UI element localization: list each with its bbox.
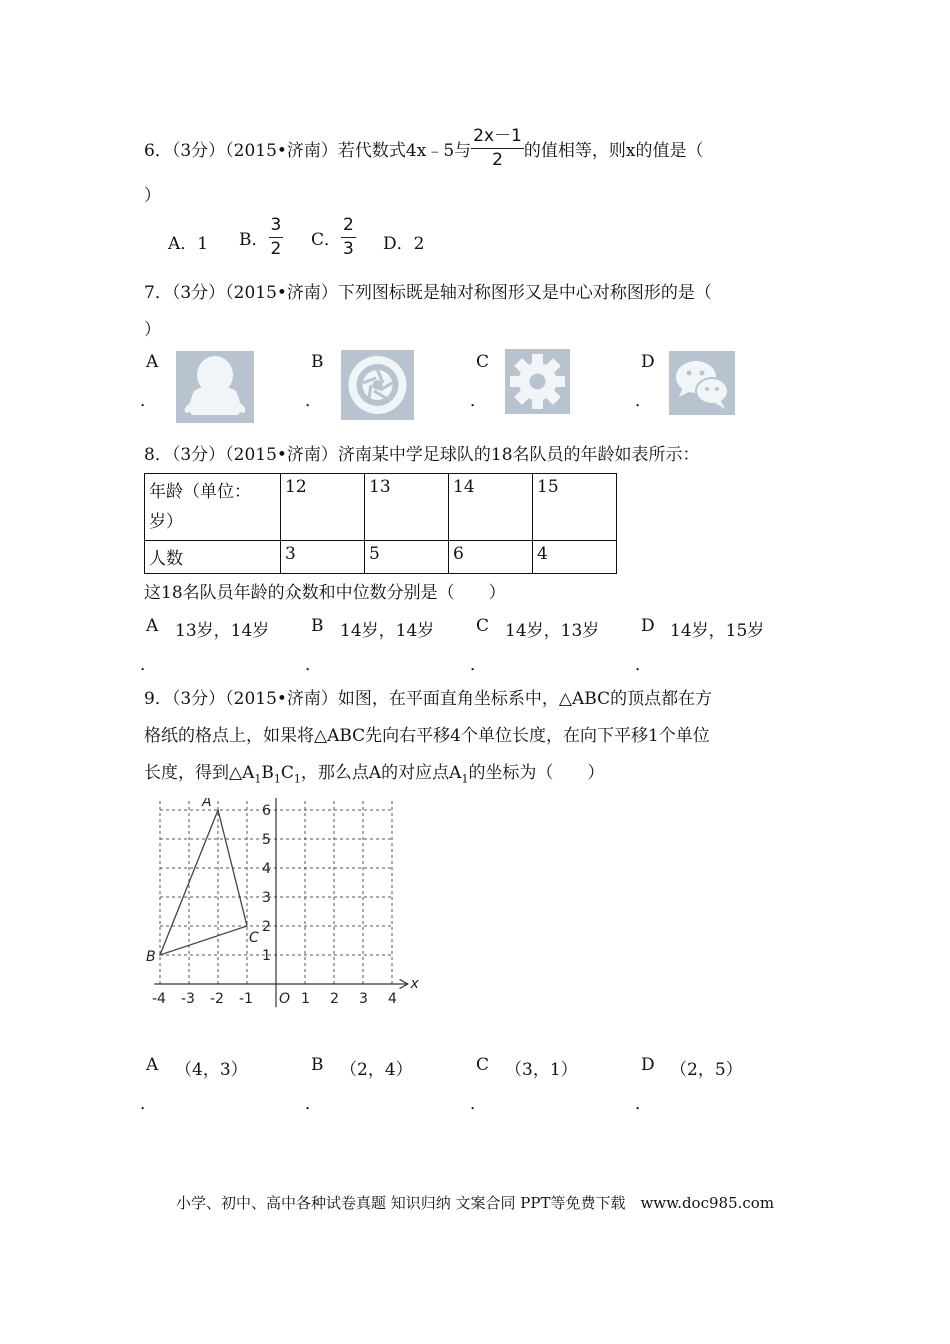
q8-option-c-dot: ．	[470, 655, 487, 675]
q7-option-d-letter: D	[641, 352, 655, 372]
q6-fraction	[471, 128, 524, 169]
q9-option-a-text: （4，3）	[175, 1060, 248, 1080]
q7-option-b-dot: ．	[305, 391, 322, 411]
q9-option-b-letter: B	[311, 1055, 324, 1075]
point-b-label: B	[146, 949, 156, 965]
camera-shutter-icon	[341, 350, 414, 420]
q6-option-c-label: C．	[311, 230, 342, 250]
x-tick-label: -3	[181, 991, 195, 1007]
q7-option-c-letter: C	[476, 352, 490, 372]
q7-stem: 7．（3分）（2015•济南）下列图标既是轴对称图形又是中心对称图形的是（	[144, 283, 712, 303]
q6-stem	[144, 126, 704, 170]
q7-option-b-letter: B	[311, 352, 324, 372]
q7-option-c-dot: ．	[470, 391, 487, 411]
q9-line3-part5: 的坐标为（ ）	[468, 763, 605, 783]
x-tick-label: -4	[152, 991, 166, 1007]
q9-sub-a1-2: 1	[461, 772, 469, 786]
q8-age-table	[144, 473, 617, 574]
q9-option-b-text: （2，4）	[340, 1060, 413, 1080]
x-axis-label: x	[410, 976, 419, 992]
q6-stem-part2: 的值相等，则x的值是（	[523, 141, 704, 161]
q8-age-cell: 12	[281, 474, 365, 541]
q9-stem-line1: 9．（3分）（2015•济南）如图，在平面直角坐标系中，△ABC的顶点都在方	[144, 689, 713, 709]
triangle-abc	[160, 810, 247, 955]
q8-option-b-text: 14岁，14岁	[340, 621, 435, 641]
q9-sub-b1: 1	[273, 772, 281, 786]
q9-stem-line2: 格纸的格点上，如果将△ABC先向右平移4个单位长度，在向下平移1个单位	[144, 726, 710, 746]
q9-option-d-text: （2，5）	[670, 1060, 743, 1080]
q7-option-a-dot: ．	[140, 391, 157, 411]
q8-age-header-line2: 岁）	[149, 512, 183, 532]
q7-stem-close: ）	[144, 320, 161, 340]
graph-axes	[154, 798, 406, 1007]
x-tick-label: 1	[301, 991, 310, 1007]
q9-option-a-letter: A	[146, 1055, 159, 1075]
q8-option-d-dot: ．	[635, 655, 652, 675]
q9-option-d-dot: ．	[635, 1094, 652, 1114]
page-footer: 小学、初中、高中各种试卷真题 知识归纳 文案合同 PPT等免费下载 www.doc985.com	[175, 1194, 775, 1212]
y-tick-label: 5	[262, 832, 271, 848]
q6-stem-close: ）	[144, 186, 161, 206]
q8-age-cell: 15	[533, 474, 617, 541]
q9-line3-part2: B	[261, 763, 274, 783]
q8-option-d-letter: D	[641, 616, 655, 636]
x-tick-label: O	[279, 991, 291, 1007]
q6-fraction-numerator: 2x－1	[471, 128, 524, 149]
q8-question: 这18名队员年龄的众数和中位数分别是（ ）	[144, 583, 506, 603]
q6-option-b	[239, 217, 283, 258]
wechat-bubbles-icon	[669, 351, 735, 415]
q6-option-b-denominator: 2	[270, 239, 282, 259]
y-tick-label: 1	[262, 948, 271, 964]
q6-option-a: A．1	[168, 234, 209, 254]
q8-count-cell: 4	[533, 541, 617, 574]
q9-sub-c1: 1	[293, 772, 301, 786]
q9-stem-line3	[144, 758, 604, 785]
q9-coordinate-graph	[138, 798, 428, 1038]
q8-option-a-letter: A	[146, 616, 159, 636]
table-row	[145, 474, 617, 541]
q6-stem-part1: 6．（3分）（2015•济南）若代数式4x﹣5与	[144, 141, 472, 161]
q8-count-cell: 5	[365, 541, 449, 574]
q8-age-cell: 13	[365, 474, 449, 541]
point-c-label: C	[249, 930, 259, 946]
q8-option-b-dot: ．	[305, 655, 322, 675]
q8-count-cell: 6	[449, 541, 533, 574]
q6-fraction-denominator: 2	[492, 150, 503, 170]
q9-line3-part4: ，那么点A的对应点A	[300, 763, 462, 783]
q9-line3-part1: 长度，得到△A	[144, 763, 255, 783]
q6-option-b-label: B．	[239, 230, 269, 250]
q8-option-d-text: 14岁，15岁	[670, 621, 765, 641]
y-tick-label: 6	[262, 803, 271, 819]
q6-option-c-fraction	[341, 217, 356, 258]
q8-count-header: 人数	[145, 541, 281, 574]
q9-line3-part3: C	[280, 763, 294, 783]
q6-option-c-denominator: 3	[343, 239, 354, 259]
q9-option-b-dot: ．	[305, 1094, 322, 1114]
q8-age-header	[145, 474, 281, 541]
q9-sub-a1: 1	[254, 772, 262, 786]
x-tick-label: -2	[210, 991, 224, 1007]
q8-age-cell: 14	[449, 474, 533, 541]
y-tick-label: 3	[262, 890, 271, 906]
y-tick-label: 2	[262, 919, 271, 935]
q9-option-c-letter: C	[476, 1055, 490, 1075]
q6-option-b-fraction	[269, 217, 284, 258]
x-tick-label: 4	[388, 991, 397, 1007]
q8-age-header-line1: 年龄（单位：	[149, 482, 251, 502]
q9-option-d-letter: D	[641, 1055, 655, 1075]
q7-option-a-letter: A	[146, 352, 159, 372]
q9-option-c-dot: ．	[470, 1094, 487, 1114]
qq-penguin-icon	[176, 351, 254, 423]
x-tick-label: -1	[239, 991, 253, 1007]
q8-stem: 8．（3分）（2015•济南）济南某中学足球队的18名队员的年龄如表所示：	[144, 445, 700, 465]
q9-option-a-dot: ．	[140, 1094, 157, 1114]
q8-count-cell: 3	[281, 541, 365, 574]
x-tick-label: 2	[330, 991, 339, 1007]
q7-option-d-dot: ．	[635, 391, 652, 411]
q8-option-c-text: 14岁，13岁	[505, 621, 600, 641]
y-tick-label: 4	[262, 861, 271, 877]
x-tick-label: 3	[359, 991, 368, 1007]
q9-option-c-text: （3，1）	[505, 1060, 578, 1080]
q8-option-b-letter: B	[311, 616, 324, 636]
gear-icon	[505, 349, 570, 414]
q6-option-c-numerator: 2	[341, 217, 356, 238]
q8-option-a-dot: ．	[140, 655, 157, 675]
q8-option-c-letter: C	[476, 616, 490, 636]
q6-option-b-numerator: 3	[269, 217, 284, 238]
q6-option-d: D．2	[383, 234, 425, 254]
q6-option-c	[311, 217, 356, 258]
q8-option-a-text: 13岁，14岁	[175, 621, 270, 641]
point-a-label: A	[202, 798, 212, 810]
table-row	[145, 541, 617, 574]
